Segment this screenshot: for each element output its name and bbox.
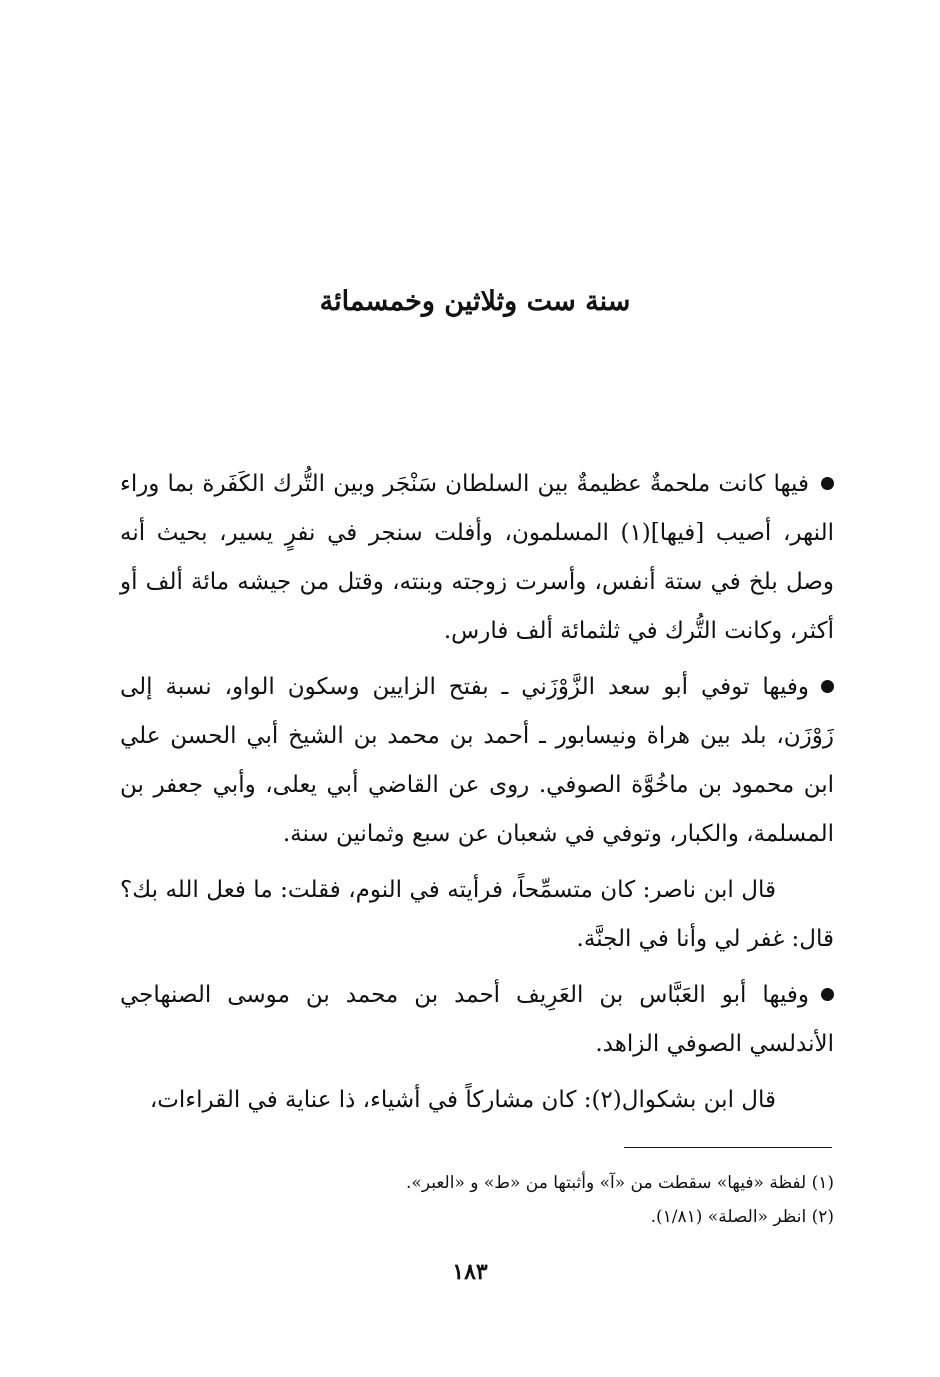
main-text: [120, 460, 834, 1132]
bullet-icon: [821, 680, 834, 693]
paragraph-text: قال ابن ناصر: كان متسمِّحاً، فرأيته في النوم، فقلت: ما فعل الله بك؟ قال: غفر لي وأنا في الجنَّة.: [120, 877, 834, 952]
paragraph-3: [120, 866, 834, 964]
paragraph-text: وفيها توفي أبو سعد الزَّوْزَني ـ بفتح الزايين وسكون الواو، نسبة إلى زَوْزَن، بلد بين هراة ونيسابور ـ أحمد بن محمد بن الشيخ أبي الحسن علي ابن محمود بن ماخُوَّة الصوفي. روى عن القاضي أبي يعلى، وأبي جعفر بن المسلمة، والكبار، وتوفي في شعبان عن سبع وثمانين سنة.: [120, 674, 834, 847]
paragraph-text: قال ابن بشكوال(٢): كان مشاركاً في أشياء، ذا عناية في القراءات،: [149, 1087, 776, 1113]
footnote-1: (١) لفظة «فيها» سقطت من «آ» وأثبتها من «ط» و «العبر».: [406, 1173, 834, 1193]
footnotes: [120, 1166, 834, 1234]
paragraph-text: وفيها أبو العَبَّاس بن العَرِيف أحمد بن محمد بن موسى الصنهاجي الأندلسي الصوفي الزاهد.: [120, 982, 834, 1057]
paragraph-4: [120, 971, 834, 1069]
bullet-icon: [821, 988, 834, 1001]
page-heading: سنة ست وثلاثين وخمسمائة: [319, 286, 631, 317]
bullet-icon: [821, 477, 834, 490]
paragraph-text: فيها كانت ملحمةٌ عظيمةٌ بين السلطان سَنْجَر وبين التُّرك الكَفَرة بما وراء النهر، أصيب [فيها](١) المسلمون، وأفلت سنجر في نفرٍ يسير، بحيث أنه وصل بلخ في ستة أنفس، وأسرت زوجته وبنته، وقتل من جيشه مائة ألف أو أكثر، وكانت التُّرك في ثلثمائة ألف فارس.: [120, 471, 834, 644]
paragraph-5: [120, 1076, 834, 1125]
paragraph-1: [120, 460, 834, 656]
footnote-divider: [624, 1147, 832, 1148]
page-number: ١٨٣: [452, 1259, 488, 1285]
paragraph-2: [120, 663, 834, 859]
footnote-2: (٢) انظر «الصلة» (١/٨١).: [650, 1207, 834, 1227]
